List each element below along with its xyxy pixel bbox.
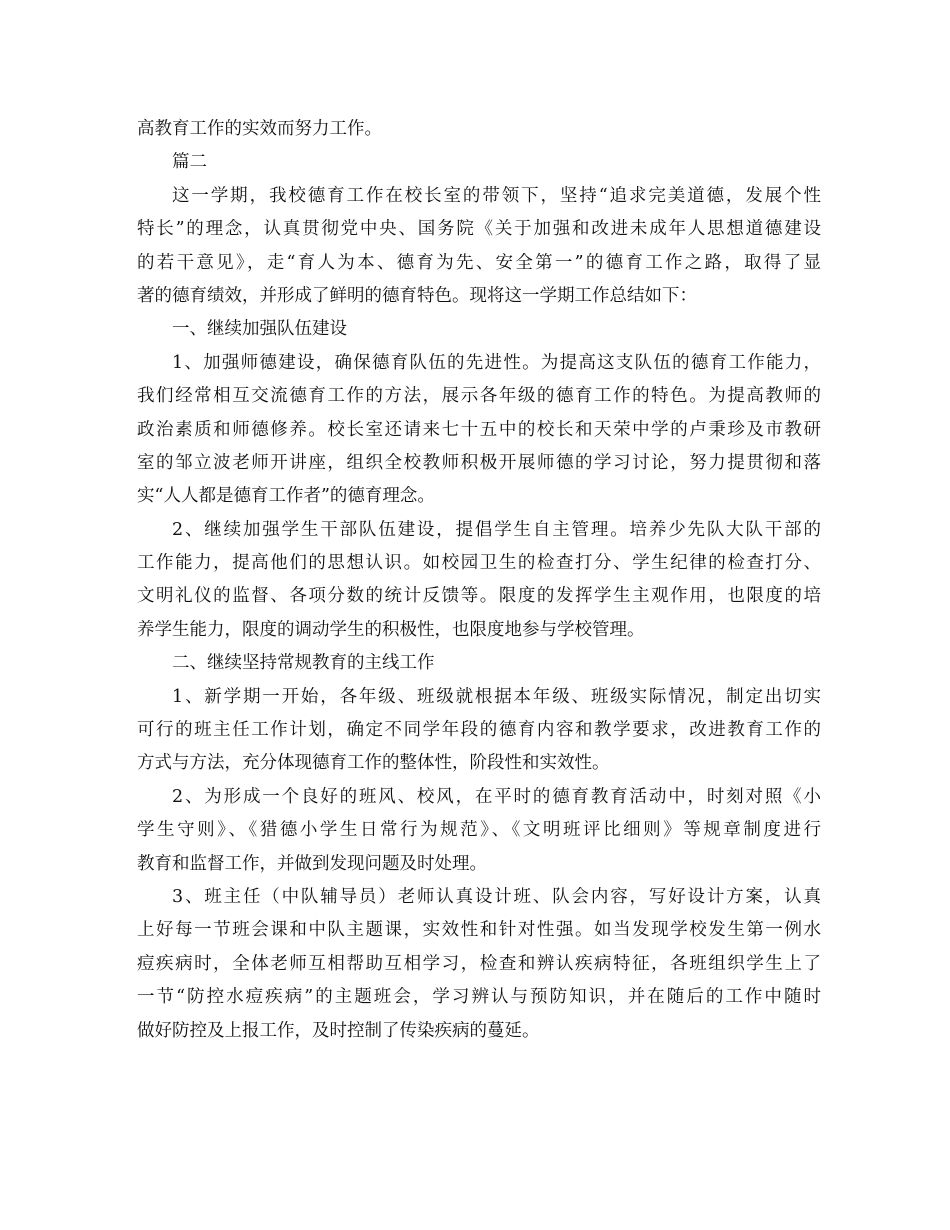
text-line: 教育和监督工作，并做到发现问题及时处理。 [137,853,487,874]
text-line: 高教育工作的实效而努力工作。 [137,119,382,139]
text-line: 痘疾病时，全体老师互相帮助互相学习，检查和辨认疾病特征，各班组织学生上了 [137,953,821,974]
text-line: 可行的班主任工作计划，确定不同学年段的德育内容和教学要求，改进教育工作的 [137,720,821,741]
text-line: 2、继续加强学生干部队伍建设，提倡学生自主管理。培养少先队大队干部的 [172,519,821,540]
text-line: 室的邹立波老师开讲座，组织全校教师积极开展师德的学习讨论，努力提贯彻和落 [137,452,821,473]
section-heading: 一、继续加强队伍建设 [172,319,347,340]
section-heading: 篇二 [172,152,207,173]
text-line: 特长”的理念，认真贯彻党中央、国务院《关于加强和改进未成年人思想道德建设 [137,219,821,240]
text-line: 工作能力，提高他们的思想认识。如校园卫生的检查打分、学生纪律的检查打分、 [137,553,821,574]
text-line: 的若干意见》，走“育人为本、德育为先、安全第一”的德育工作之路，取得了显 [137,252,821,273]
text-line: 政治素质和师德修养。校长室还请来七十五中的校长和天荣中学的卢秉珍及市教研 [137,419,821,440]
text-line: 养学生能力，限度的调动学生的积极性，也限度地参与学校管理。 [137,619,645,640]
text-line: 学生守则》、《猎德小学生日常行为规范》、《文明班评比细则》等规章制度进行 [137,820,821,841]
text-line: 著的德育绩效，并形成了鲜明的德育特色。现将这一学期工作总结如下： [137,285,697,306]
text-line: 做好防控及上报工作，及时控制了传染疾病的蔓延。 [137,1020,540,1041]
text-line: 2、为形成一个良好的班风、校风，在平时的德育教育活动中，时刻对照《小 [172,786,821,807]
text-line: 方式与方法，充分体现德育工作的整体性，阶段性和实效性。 [137,753,610,774]
document-body [137,113,821,1048]
text-line: 上好每一节班会课和中队主题课，实效性和针对性强。如当发现学校发生第一例水 [137,920,821,941]
text-line: 我们经常相互交流德育工作的方法，展示各年级的德育工作的特色。为提高教师的 [137,386,821,407]
section-heading: 二、继续坚持常规教育的主线工作 [172,653,435,674]
text-line: 3、班主任（中队辅导员）老师认真设计班、队会内容，写好设计方案，认真 [172,886,821,907]
text-line: 实“人人都是德育工作者”的德育理念。 [137,486,435,507]
text-line: 文明礼仪的监督、各项分数的统计反馈等。限度的发挥学生主观作用，也限度的培 [137,586,821,607]
text-line: 1、新学期一开始，各年级、班级就根据本年级、班级实际情况，制定出切实 [172,686,821,707]
text-line: 1、加强师德建设，确保德育队伍的先进性。为提高这支队伍的德育工作能力， [172,352,821,373]
text-line: 一节“防控水痘疾病”的主题班会，学习辨认与预防知识，并在随后的工作中随时 [137,987,821,1008]
text-line: 这一学期，我校德育工作在校长室的带领下，坚持“追求完美道德，发展个性 [172,185,821,206]
